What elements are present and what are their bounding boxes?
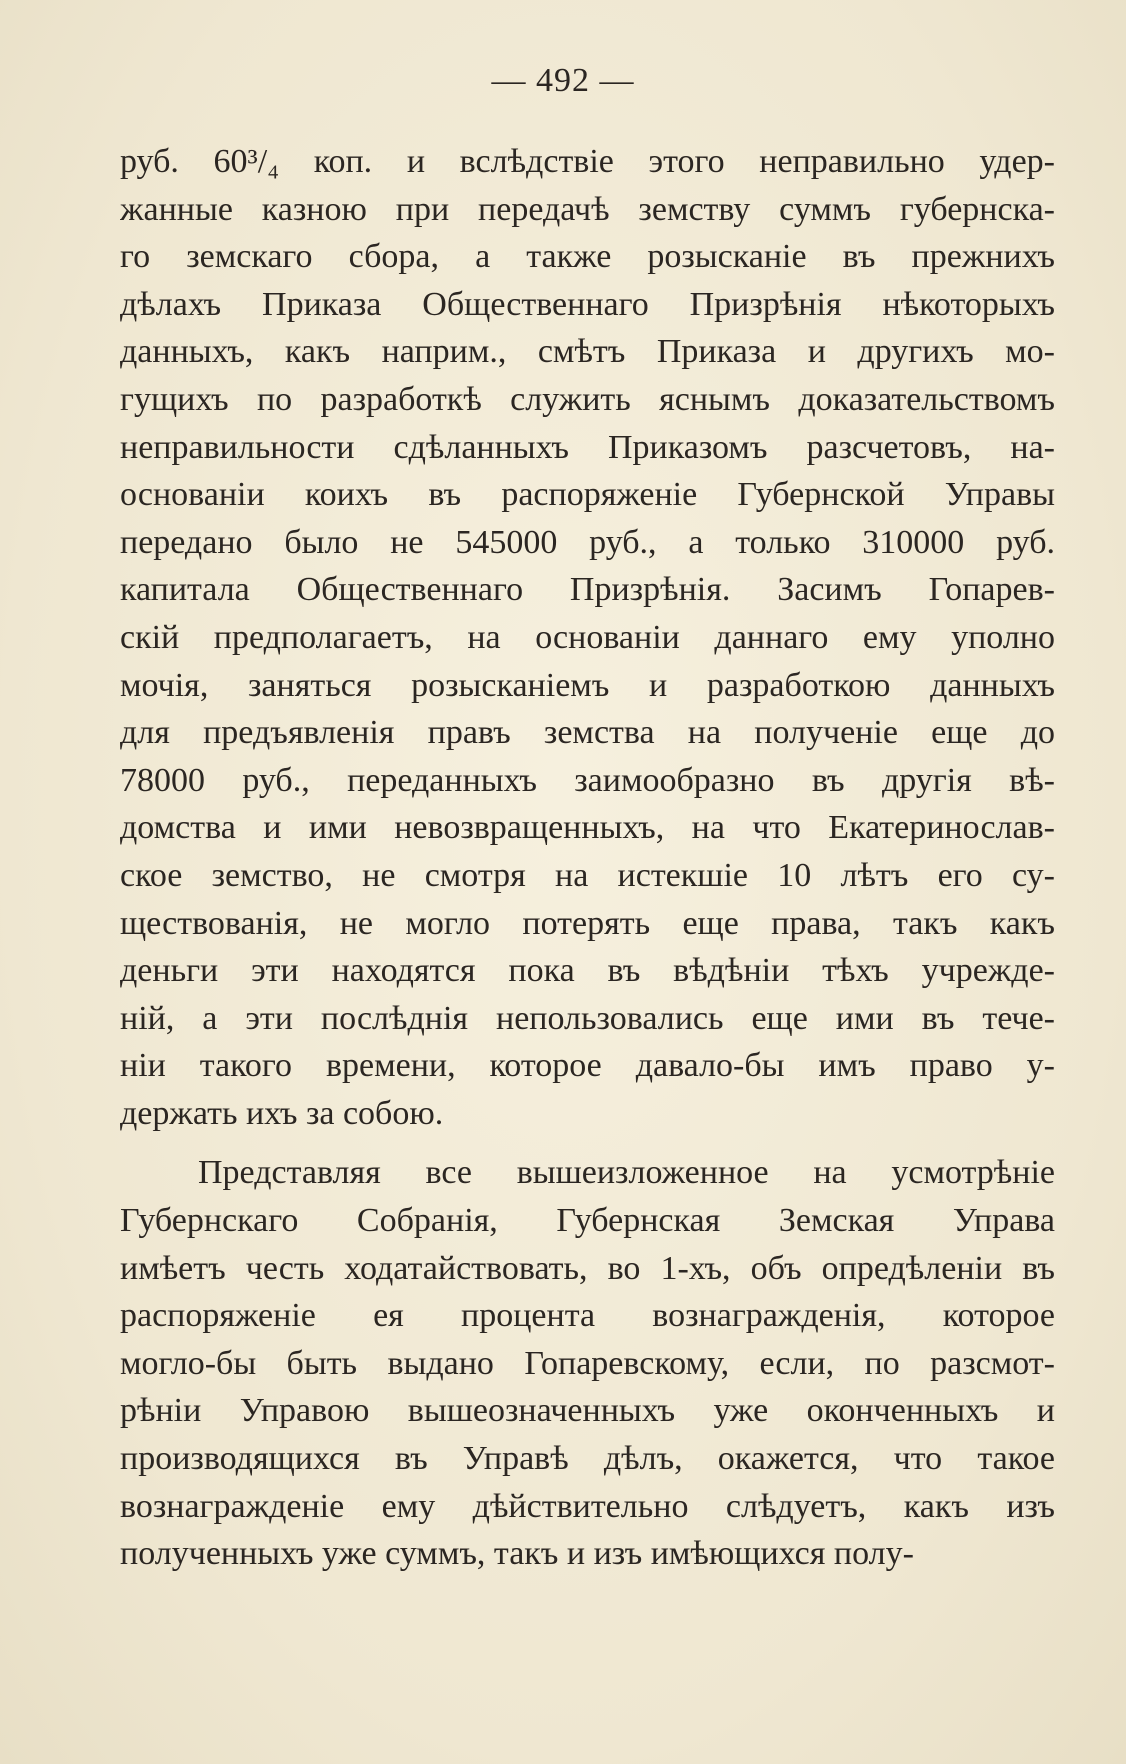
text-line: могло-бы быть выдано Гопаревскому, если, по разсмот-	[120, 1344, 1055, 1382]
text-line: капитала Общественнаго Призрѣнія. Засимъ Гопарев-	[120, 571, 1055, 609]
text-line: мочія, заняться розысканіемъ и разработкою данныхъ	[120, 666, 1055, 704]
text-line: Представляя все вышеизложенное на усмотрѣніе	[198, 1154, 1055, 1192]
text-line: держать ихъ за собою.	[120, 1094, 444, 1132]
text-line: неправильности сдѣланныхъ Приказомъ разсчетовъ, на-	[120, 428, 1055, 466]
text-line: распоряженіе ея процента вознагражденія, которое	[120, 1297, 1055, 1335]
paragraph-gap	[120, 1137, 1055, 1149]
paragraph	[120, 1149, 1055, 1577]
text-line: ній, а эти послѣднія непользовались еще ими въ тече-	[120, 999, 1055, 1037]
text-line: ніи такого времени, которое давало-бы имъ право у-	[120, 1047, 1055, 1085]
text-line: домства и ими невозвращенныхъ, на что Екатеринослав-	[120, 809, 1055, 847]
text-line: основаніи коихъ въ распоряженіе Губернской Управы	[120, 476, 1055, 514]
text-line: данныхъ, какъ наприм., смѣтъ Приказа и другихъ мо-	[120, 333, 1055, 371]
paragraph	[120, 138, 1055, 1137]
text-line: руб. 60³/₄ коп. и вслѣдствіе этого неправильно удер-	[120, 143, 1055, 180]
text-line: рѣніи Управою вышеозначенныхъ уже оконченныхъ и	[120, 1392, 1055, 1430]
text-line: 78000 руб., переданныхъ заимообразно въ другія вѣ-	[120, 761, 1055, 799]
text-line: дѣлахъ Приказа Общественнаго Призрѣнія нѣкоторыхъ	[120, 285, 1055, 323]
text-line: жанные казною при передачѣ земству суммъ губернска-	[120, 190, 1055, 228]
text-line: вознагражденіе ему дѣйствительно слѣдуетъ, какъ изъ	[120, 1487, 1055, 1525]
text-line: производящихся въ Управѣ дѣлъ, окажется, что такое	[120, 1440, 1055, 1478]
text-line: передано было не 545000 руб., а только 310000 руб.	[120, 523, 1055, 561]
text-line: гущихъ по разработкѣ служить яснымъ доказательствомъ	[120, 380, 1055, 418]
text-line: полученныхъ уже суммъ, такъ и изъ имѣющихся полу-	[120, 1535, 914, 1573]
page-number: — 492 —	[491, 62, 635, 99]
text-line: Губернскаго Собранія, Губернская Земская Управа	[120, 1202, 1055, 1240]
text-line: деньги эти находятся пока въ вѣдѣніи тѣхъ учрежде-	[120, 952, 1055, 990]
text-line: ское земство, не смотря на истекшіе 10 лѣтъ его су-	[120, 856, 1055, 894]
text-line: ществованія, не могло потерять еще права, такъ какъ	[120, 904, 1055, 942]
body-text	[120, 138, 1055, 1578]
text-line: имѣетъ честь ходатайствовать, во 1-хъ, объ опредѣленіи въ	[120, 1249, 1055, 1287]
text-line: го земскаго сбора, а также розысканіе въ прежнихъ	[120, 238, 1055, 276]
text-line: для предъявленія правъ земства на полученіе еще до	[120, 714, 1055, 752]
text-line: скій предполагаетъ, на основаніи даннаго ему уполно	[120, 618, 1055, 656]
